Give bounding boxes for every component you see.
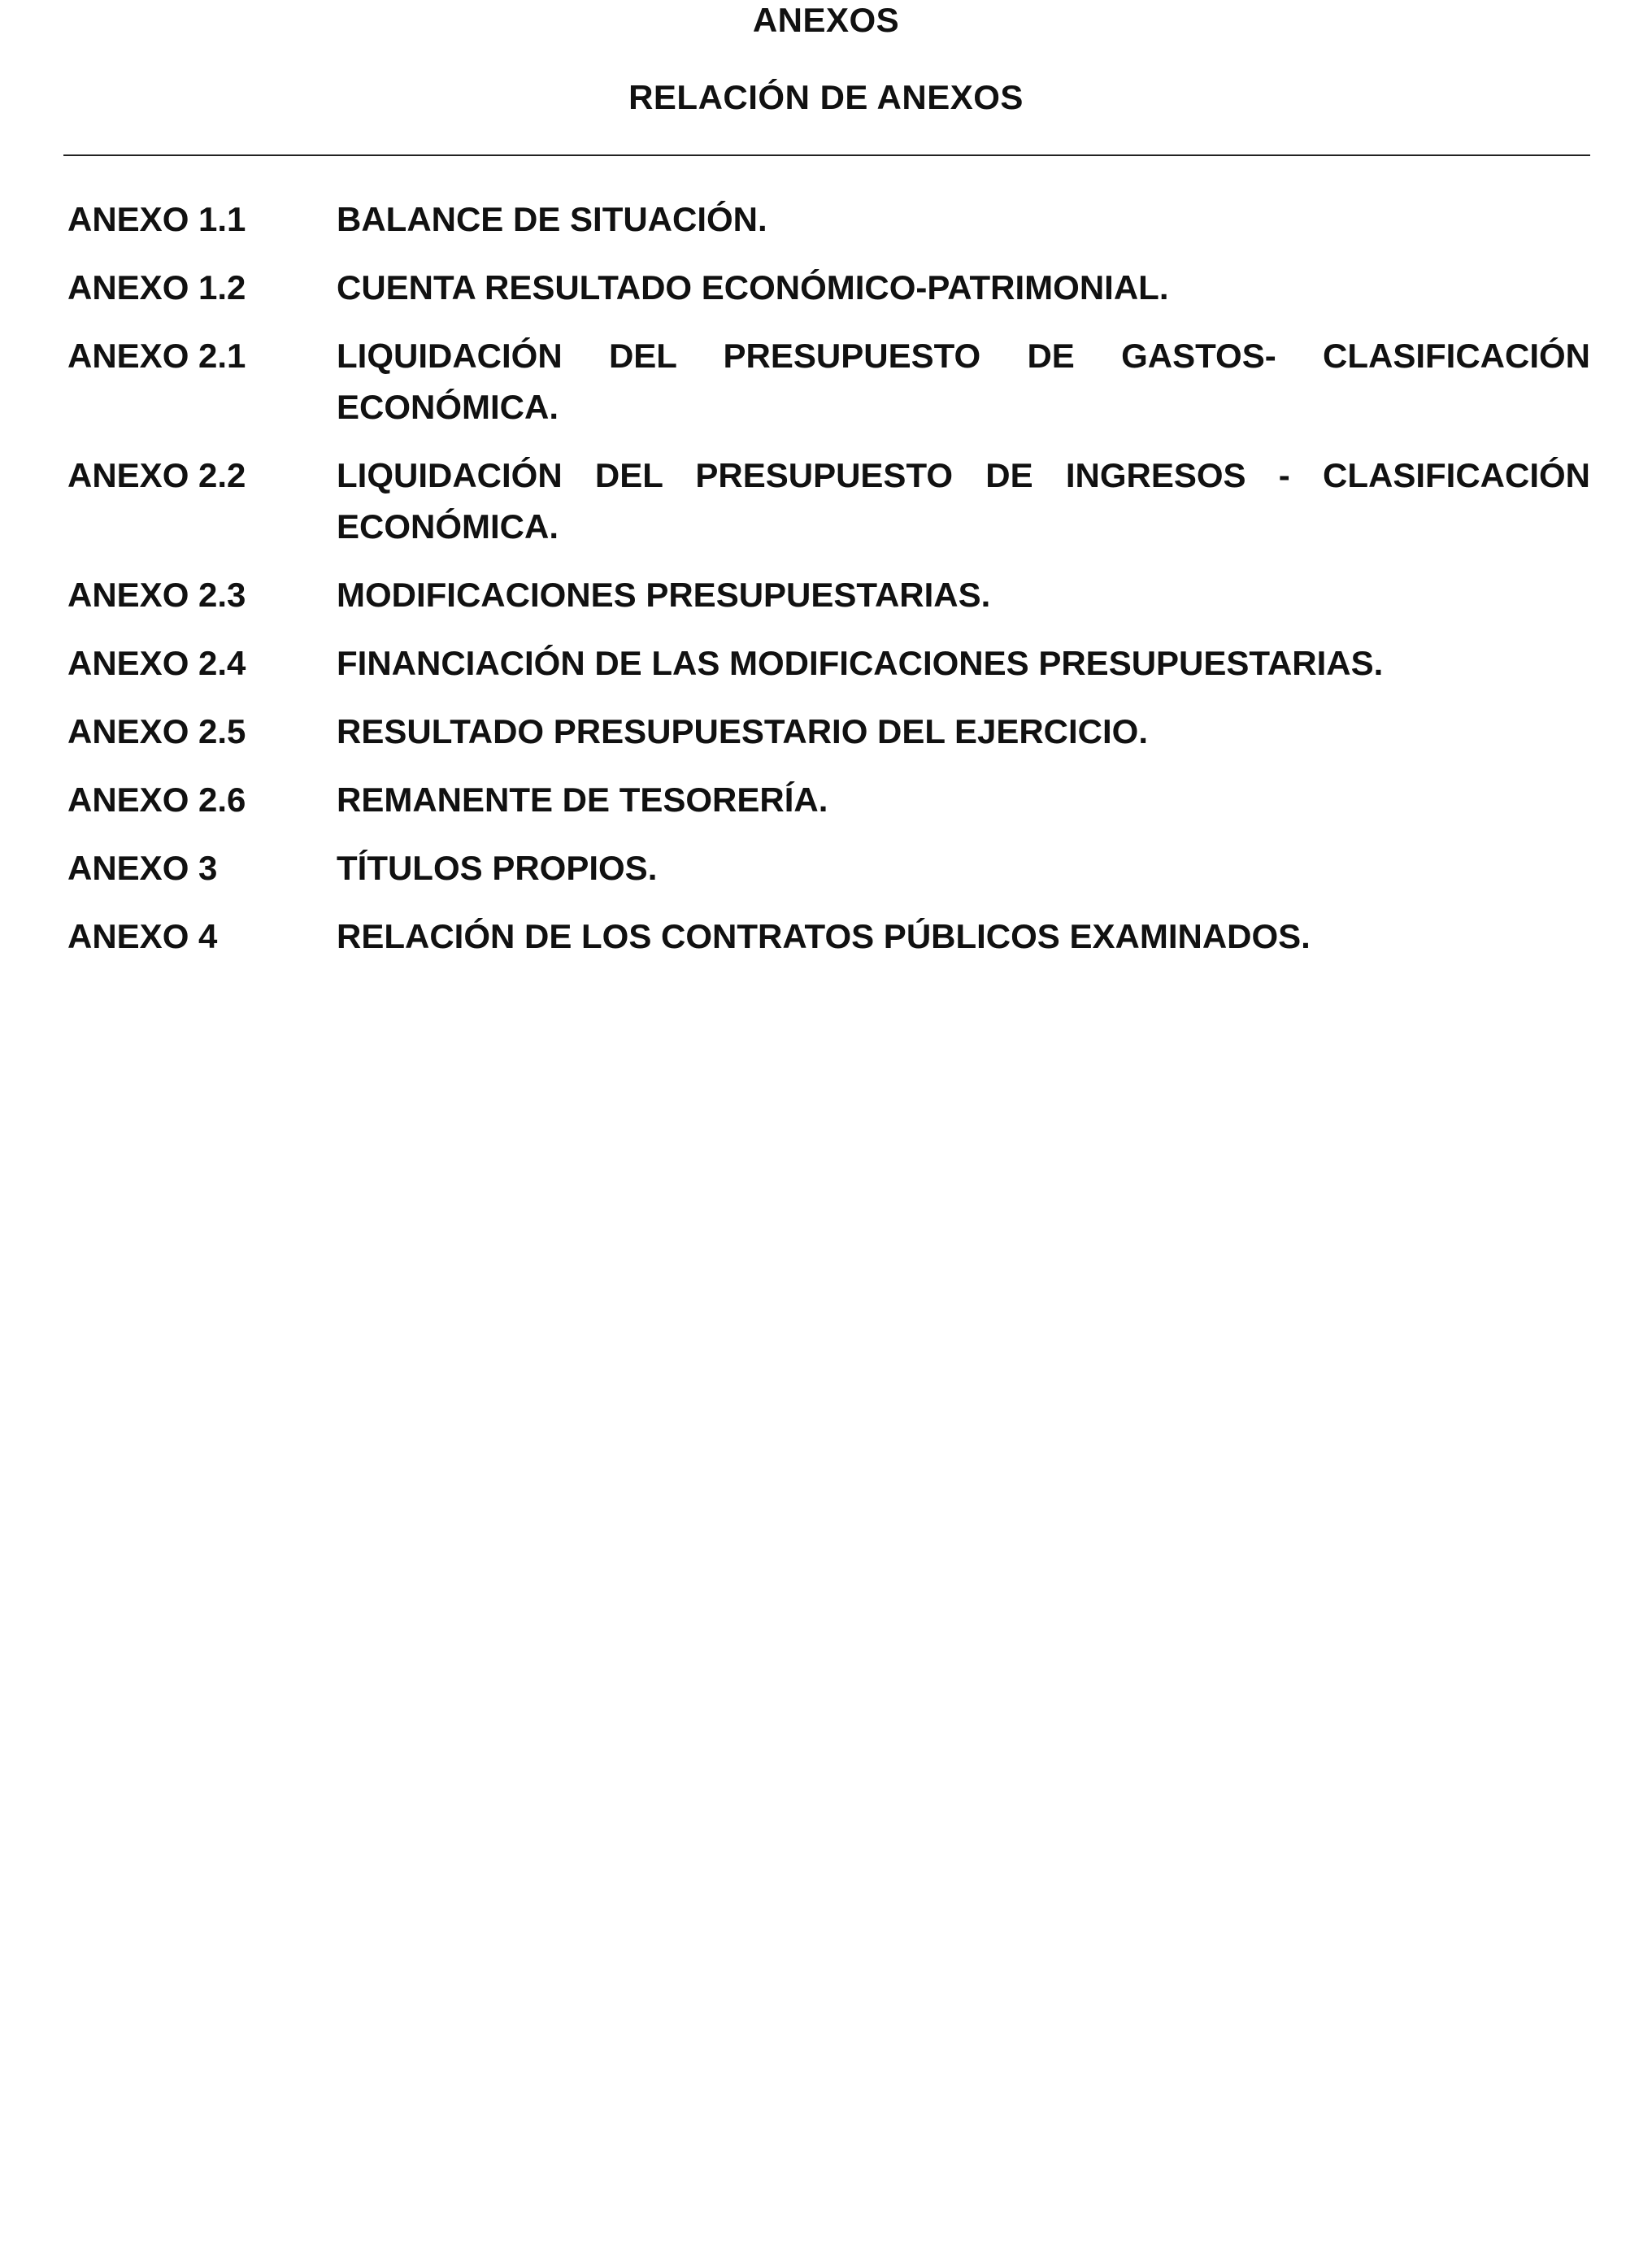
annex-description: FINANCIACIÓN DE LAS MODIFICACIONES PRESUPUESTARIAS. <box>337 644 1384 682</box>
annex-index <box>67 194 1590 979</box>
annex-row <box>67 450 1590 552</box>
annex-row <box>67 637 1590 689</box>
annex-description: RESULTADO PRESUPUESTARIO DEL EJERCICIO. <box>337 712 1149 750</box>
annex-code: ANEXO 3 <box>67 849 218 887</box>
annex-description: TÍTULOS PROPIOS. <box>337 849 658 887</box>
annex-row <box>67 569 1590 620</box>
annex-code: ANEXO 2.6 <box>67 781 246 819</box>
annex-description: MODIFICACIONES PRESUPUESTARIAS. <box>337 576 991 614</box>
annex-code: ANEXO 2.5 <box>67 712 246 750</box>
annex-description: CUENTA RESULTADO ECONÓMICO-PATRIMONIAL. <box>337 268 1169 307</box>
annex-code: ANEXO 1.1 <box>67 200 246 238</box>
annex-description: LIQUIDACIÓN DEL PRESUPUESTO DE INGRESOS - CLASIFICACIÓN ECONÓMICA. <box>337 456 1590 546</box>
annex-code: ANEXO 2.1 <box>67 337 246 375</box>
annex-row <box>67 911 1590 962</box>
annex-description: RELACIÓN DE LOS CONTRATOS PÚBLICOS EXAMINADOS. <box>337 917 1311 955</box>
annex-row <box>67 262 1590 313</box>
annex-description: REMANENTE DE TESORERÍA. <box>337 781 828 819</box>
annex-code: ANEXO 4 <box>67 917 218 955</box>
annex-description: LIQUIDACIÓN DEL PRESUPUESTO DE GASTOS- CLASIFICACIÓN ECONÓMICA. <box>337 337 1590 426</box>
annex-row <box>67 706 1590 757</box>
annex-code: ANEXO 2.3 <box>67 576 246 614</box>
page-subtitle: RELACIÓN DE ANEXOS <box>628 78 1024 116</box>
header-divider <box>63 154 1590 156</box>
annex-description: BALANCE DE SITUACIÓN. <box>337 200 767 238</box>
annex-code: ANEXO 1.2 <box>67 268 246 307</box>
annex-code: ANEXO 2.4 <box>67 644 246 682</box>
annex-row <box>67 774 1590 825</box>
annex-row <box>67 330 1590 433</box>
page-title: ANEXOS <box>752 1 900 39</box>
annex-code: ANEXO 2.2 <box>67 456 246 494</box>
annex-row <box>67 194 1590 245</box>
annex-row <box>67 842 1590 894</box>
